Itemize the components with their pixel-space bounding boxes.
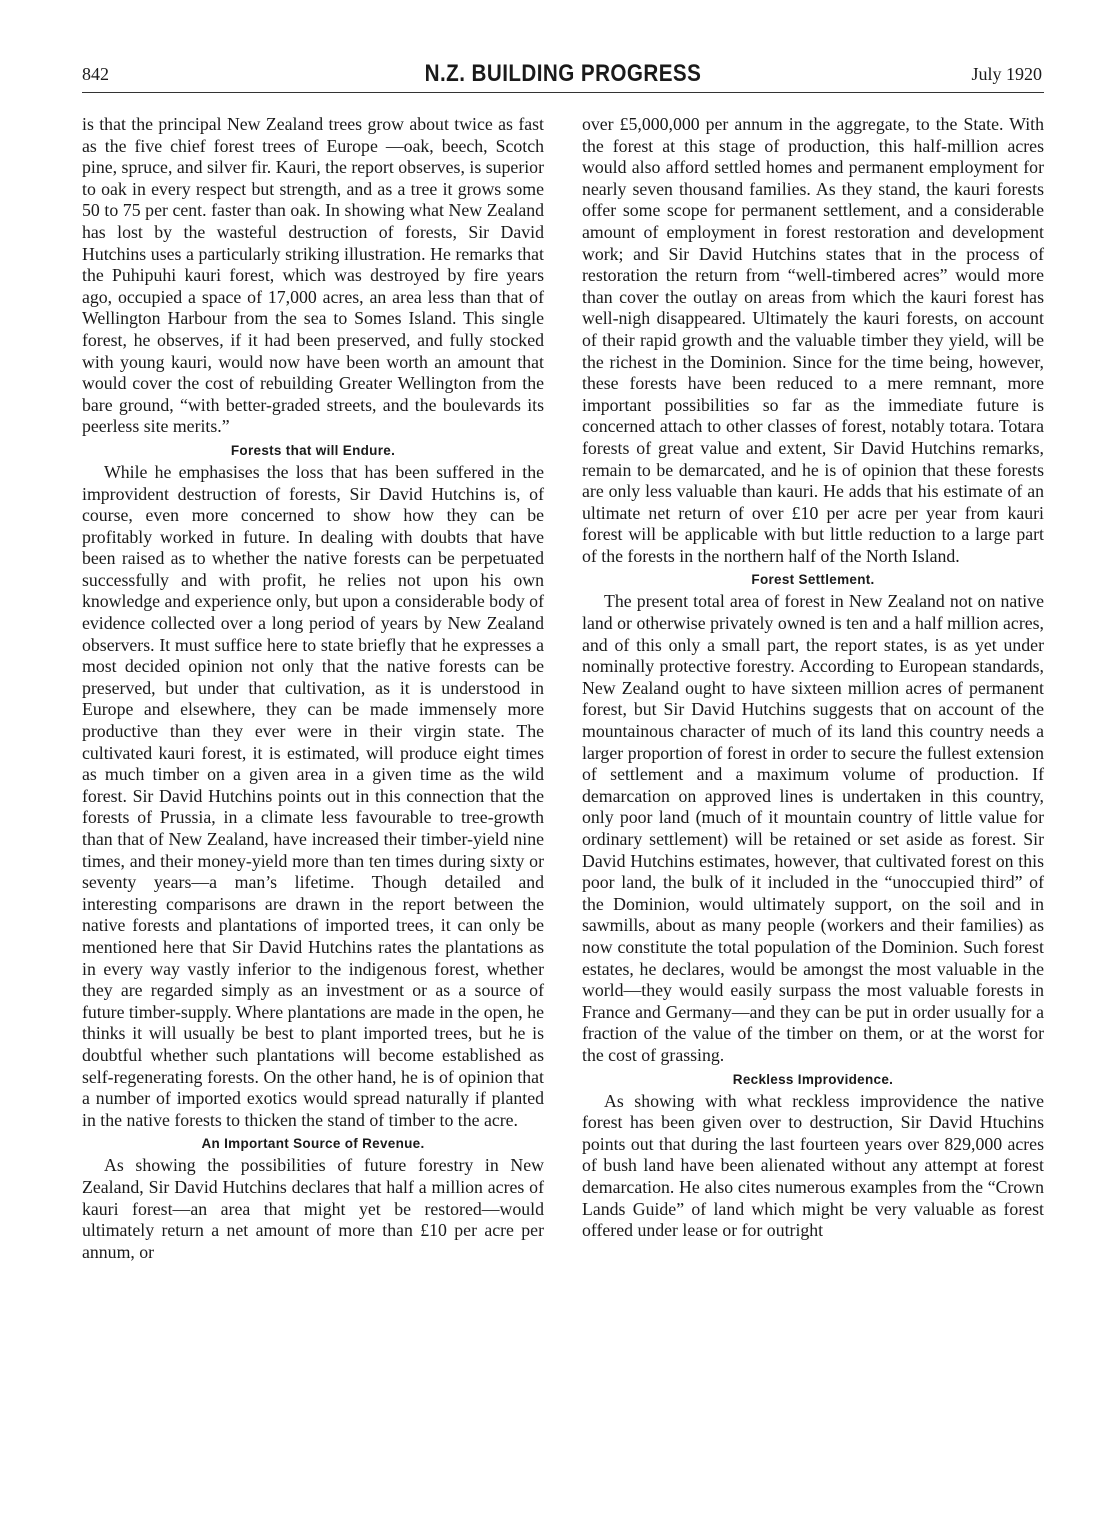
paragraph: The present total area of forest in New Zealand not on native land or otherwise privately owned is ten and a half million acres, and of this only a small part, the report states, is as yet under nominally protective forestry. According to European standards, New Zealand ought to have sixteen million acres of permanent forest, but Sir David Hutchins suggests that on account of the mountainous character of much of its land this country needs a larger proportion of forest in order to secure the fullest extension of settlement and a maximum volume of production. If demarcation on approved lines is undertaken in this country, only poor land (much of it mountain country of little value for ordinary settlement) will be retained or set aside as forest. Sir David Hutchins estimates, however, that cultivated forest on this poor land, the bulk of it included in the “unoccupied third” of the Dominion, would ultimately support, on the soil and in sawmills, about as many people (workers and their families) as now constitute the total population of the Dominion. Such forest estates, he declares, would be amongst the most valuable in the world—they would easily surpass the most valuable forests in France and Germany—and they can be put in order usually for a fraction of the value of the timber on them, or at the worst for the cost of grassing. [582,591,1044,1065]
header-rule [82,92,1044,93]
paragraph: As showing with what reckless improvidence the native forest has been given over to destruction, Sir David Htuchins points out that during the last fourteen years over 829,000 acres of bush land have been alienated without any attempt at forest demarcation. He also cites numerous examples from the “Crown Lands Guide” of land which might be very valuable as forest offered under lease or for outright [582,1090,1044,1241]
paragraph: While he emphasises the loss that has been suffered in the improvident destruction of forests, Sir David Hutchins is, of course, even more concerned to show how they can be profitably worked in future. In dealing with doubts that have been raised as to whether the native forests can be perpetuated successfully and with profit, he relies not upon his own knowledge and experience only, but upon a considerable body of evidence collected over a long period of years by New Zealand observers. It must suffice here to state briefly that he expresses a most decided opinion not only that the native forests can be preserved, but under that cultivation, as it is understood in Europe and elsewhere, they can be made immensely more productive than they ever were in their virgin state. The cultivated kauri forest, it is estimated, will produce eight times as much timber on a given area in a given time as the wild forest. Sir David Hutchins points out in this connection that the forests of Prussia, in a climate less favourable to tree-growth than that of New Zealand, have increased their timber-yield nine times, and their money-yield more than ten times during sixty or seventy years—a man’s lifetime. Though detailed and interesting comparisons are drawn in the report between the native forests and plantations of imported trees, it can only be mentioned here that Sir David Hutchins rates the plantations as in every way vastly inferior to the indigenous forest, whether they are regarded simply as an investment or as a source of future timber-supply. Where plantations are made in the open, he thinks it will usually be best to plant imported trees, but he is doubtful whether such plantations will become established as self-regenerating forests. On the other hand, he is of opinion that a number of imported exotics would spread naturally if planted in the native forests to thicken the stand of timber to the acre. [82,461,544,1130]
issue-date: July 1920 [971,64,1042,84]
page-number: 842 [82,64,109,84]
publication-title: N.Z. BUILDING PROGRESS [424,60,702,87]
paragraph: As showing the possibilities of future forestry in New Zealand, Sir David Hutchins declares that half a million acres of kauri forest—an area that might yet be restored—would ultimately return a net amount of more than £10 per acre per annum, or [82,1155,544,1262]
section-heading: An Important Source of Revenue. [201,1136,425,1152]
paragraph: over £5,000,000 per annum in the aggregate, to the State. With the forest at this stage of production, this half-million acres would also afford settled homes and permanent employment for nearly seven thousand families. As they stand, the kauri forests offer some scope for permanent settlement, and a considerable amount of employment in forest restoration and development work; and Sir David Hutchins states that in the process of restoration the return from “well-timbered acres” would more than cover the outlay on areas from which the kauri forest has well-nigh disappeared. Ultimately the kauri forests, on account of their rapid growth and the valuable timber they yield, will be the richest in the Dominion. Since for the time being, however, these forests have been reduced to a mere remnant, more important possibilities so far as the immediate future is concerned attach to other classes of forest, notably totara. Totara forests of great value and extent, Sir David Hutchins remarks, remain to be demarcated, and he is of opinion that these forests are only less valuable than kauri. He adds that his estimate of an ultimate net return of over £10 per acre per year from kauri forest will be applicable with but little reduction to a large part of the forests in the northern half of the North Island. [582,114,1044,566]
page-header [82,60,1044,94]
right-column [582,114,1044,1242]
paragraph: is that the principal New Zealand trees grow about twice as fast as the five chief forest trees of Europe —oak, beech, Scotch pine, spruce, and silver fir. Kauri, the report observes, is superior to oak in every respect but strength, and as a tree it grows some 50 to 75 per cent. faster than oak. In showing what New Zealand has lost by the wasteful destruction of forests, Sir David Hutchins uses a particularly striking illustration. He remarks that the Puhipuhi kauri forest, which was destroyed by fire years ago, occupied a space of 17,000 acres, an area less than that of Wellington Harbour from the sea to Somes Island. This single forest, he observes, if it had been preserved, and fully stocked with young kauri, would now have been worth an amount that would cover the cost of rebuilding Greater Wellington from the bare ground, “with better-graded streets, and the boulevards its peerless site merits.” [82,114,544,437]
section-heading: Reckless Improvidence. [732,1071,894,1087]
section-heading: Forests that will Endure. [230,442,396,458]
left-column [82,114,544,1263]
section-heading: Forest Settlement. [751,572,875,588]
